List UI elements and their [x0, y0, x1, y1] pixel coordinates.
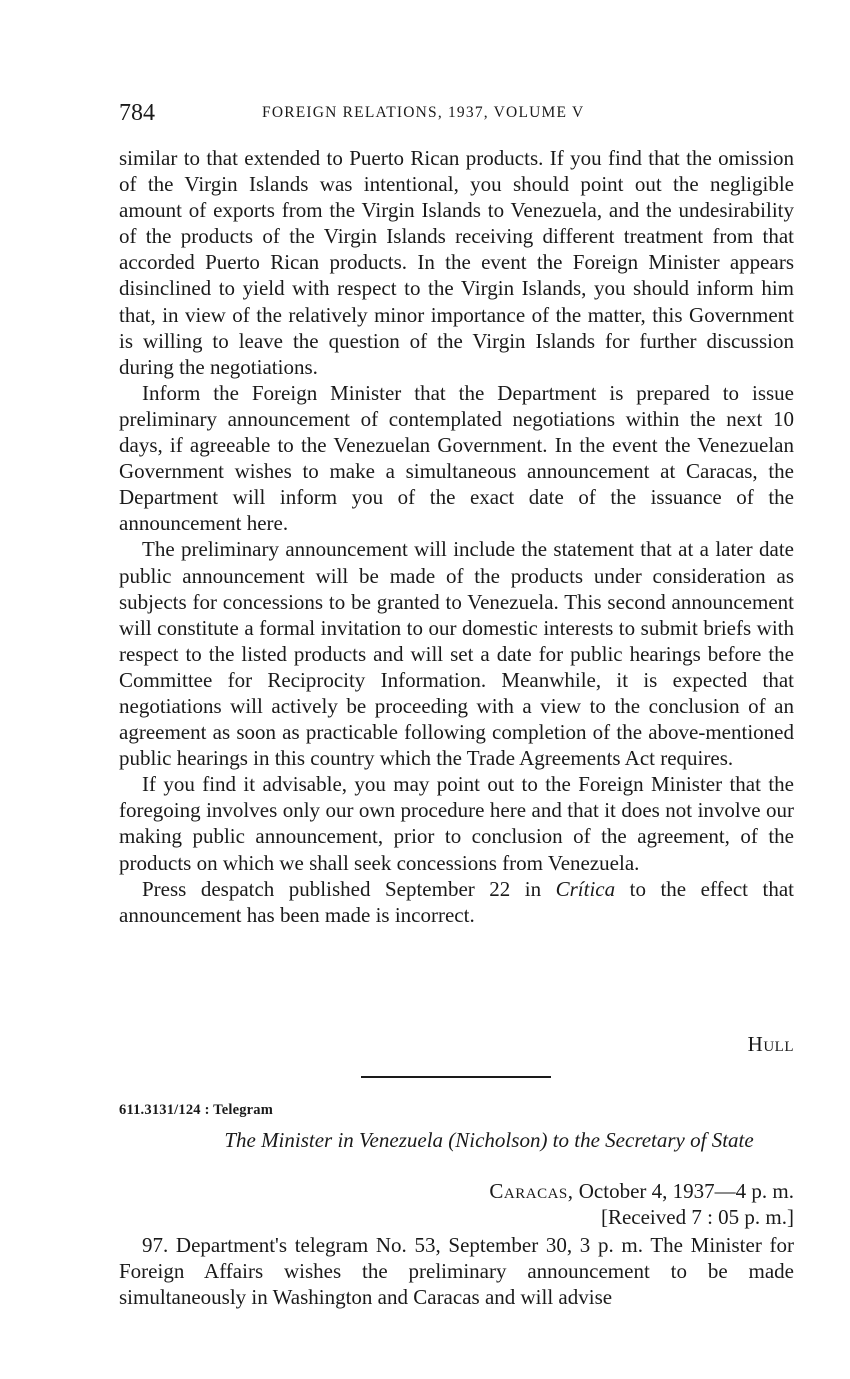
section-divider [361, 1076, 551, 1078]
received-time: [Received 7 : 05 p. m.] [600, 1205, 794, 1229]
telegram-body [119, 1232, 794, 1310]
file-reference: 611.3131/124 : Telegram [119, 1102, 274, 1118]
paragraph-continued: similar to that extended to Puerto Rican products. If you find that the omission of the Virgin Islands was intentional, you should point out the negligible amount of exports from the Virgin Islands to Venezuela, and the undesirability of the products of the Virgin Islands receiving different treatment from that accorded Puerto Rican products. In the event the Foreign Minister appears disinclined to yield with respect to the Virgin Islands, you should inform him that, in view of the relatively minor importance of the matter, this Government is willing to leave the question of the Virgin Islands for further discussion during the negotiations. [119, 146, 794, 379]
letter-body [119, 145, 794, 928]
dateline [119, 1178, 794, 1204]
newspaper-name: Crítica [555, 876, 616, 901]
page-header [119, 98, 794, 128]
paragraph-preliminary-announcement: The preliminary announcement will include the statement that at a later date public announcement will be made of the products under consideration as subjects for concessions to be granted to Venezuela. This second announcement will constitute a formal invitation to our domestic interests to submit briefs with respect to the listed products and will set a date for public hearings before the Committee for Reciprocity Information. Meanwhile, it is expected that negotiations will actively be proceeding with a view to the conclusion of an agreement as soon as practicable following completion of the above-mentioned public hearings in this country which the Trade Agreements Act requires. [119, 537, 794, 771]
paragraph-announcement-timing: Inform the Foreign Minister that the Department is prepared to issue preliminary announcement of contemplated negotiations within the next 10 days, if agreeable to the Venezuelan Government. In the event the Venezuelan Government wishes to make a simultaneous announcement at Caracas, the Department will inform you of the exact date of the issuance of the announcement here. [119, 380, 794, 536]
dateline-city: Caracas, [489, 1179, 574, 1203]
signature: Hull [747, 1032, 794, 1056]
press-text-start: Press despatch published September 22 in [142, 876, 556, 901]
press-text-end: to the effect that announcement has been made is incorrect. [119, 876, 795, 927]
dateline-date: October 4, 1937—4 p. m. [573, 1179, 794, 1203]
telegram-paragraph: 97. Department's telegram No. 53, September 30, 3 p. m. The Minister for Foreign Affairs wishes the preliminary announcement to be made simultaneously in Washington and Caracas and will advise [119, 1233, 794, 1310]
running-head: FOREIGN RELATIONS, 1937, VOLUME V [262, 104, 585, 121]
paragraph-press-despatch [119, 876, 794, 928]
page-number: 784 [119, 100, 155, 126]
document-title: The Minister in Venezuela (Nicholson) to the Secretary of State [224, 1128, 754, 1152]
paragraph-procedure: If you find it advisable, you may point out to the Foreign Minister that the foregoing involves only our own procedure here and that it does not involve our making public announcement, prior to conclusion of the agreement, of the products on which we shall seek concessions from Venezuela. [119, 772, 794, 875]
